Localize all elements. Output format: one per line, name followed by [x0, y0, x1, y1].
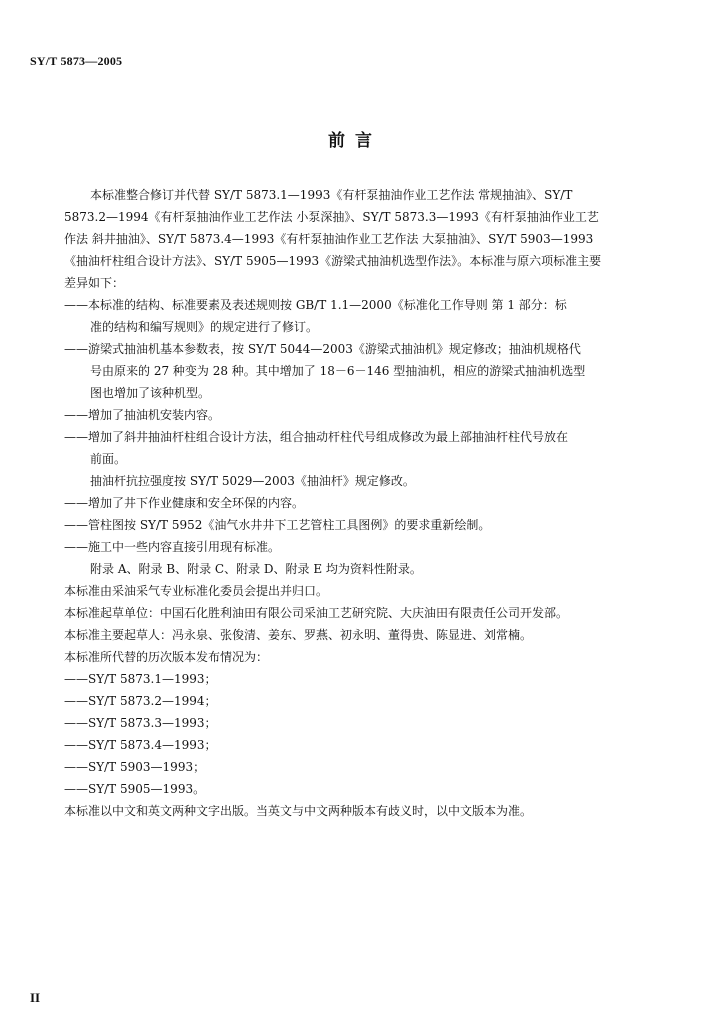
history-item: ——SY/T 5903—1993； — [64, 760, 206, 774]
intro-line: 5873.2—1994《有杆泵抽油作业工艺作法 小泵深抽》、SY/T 5873.3—1993《有杆泵抽油作业工艺 — [64, 210, 599, 224]
foreword-body — [64, 184, 664, 822]
change-item: ——增加了井下作业健康和安全环保的内容。 — [64, 496, 305, 510]
intro-paragraph — [64, 184, 664, 294]
history-item: ——SY/T 5873.3—1993； — [64, 716, 217, 730]
history-item: ——SY/T 5873.2—1994； — [64, 694, 217, 708]
change-item-cont: 前面。 — [90, 452, 127, 466]
change-item: ——增加了抽油机安装内容。 — [64, 408, 221, 422]
info-line: 本标准由采油采气专业标准化委员会提出并归口。 — [64, 584, 329, 598]
change-item: ——本标准的结构、标准要素及表述规则按 GB/T 1.1—2000《标准化工作导则 第 1 部分：标 — [64, 298, 567, 312]
change-item-cont: 号由原来的 27 种变为 28 种。其中增加了 18－6－146 型抽油机，相应的游梁式抽油机选型 — [90, 364, 586, 378]
page-number: II — [30, 990, 41, 1005]
intro-line: 差异如下： — [64, 276, 125, 290]
history-item: ——SY/T 5873.1—1993； — [64, 672, 217, 686]
page-title: 前 言 — [328, 131, 374, 151]
history-item: ——SY/T 5873.4—1993； — [64, 738, 217, 752]
info-line: 本标准所代替的历次版本发布情况为： — [64, 650, 269, 664]
intro-line: 《抽油杆柱组合设计方法》、SY/T 5905—1993《游梁式抽油机选型作法》。本标准与原六项标准主要 — [64, 254, 602, 268]
intro-line: 作法 斜井抽油》、SY/T 5873.4—1993《有杆泵抽油作业工艺作法 大泵抽油》、SY/T 5903—1993 — [64, 232, 594, 246]
info-line: 本标准主要起草人：冯永泉、张俊清、姜东、罗燕、初永明、董得贵、陈显进、刘常楠。 — [64, 628, 533, 642]
change-item-cont: 抽油杆抗拉强度按 SY/T 5029—2003《抽油杆》规定修改。 — [90, 474, 415, 488]
change-item: ——施工中一些内容直接引用现有标准。 — [64, 540, 281, 554]
info-paragraphs — [64, 580, 664, 668]
intro-line: 本标准整合修订并代替 SY/T 5873.1—1993《有杆泵抽油作业工艺作法 常规抽油》、SY/T — [90, 188, 573, 202]
change-item-cont: 附录 A、附录 B、附录 C、附录 D、附录 E 均为资料性附录。 — [90, 562, 422, 576]
closing-line: 本标准以中文和英文两种文字出版。当英文与中文两种版本有歧义时，以中文版本为准。 — [64, 804, 533, 818]
standard-code: SY/T 5873—2005 — [30, 54, 123, 68]
change-item: ——游梁式抽油机基本参数表，按 SY/T 5044—2003《游梁式抽油机》规定修改；抽油机规格代 — [64, 342, 581, 356]
changes-list — [64, 294, 664, 580]
change-item: ——管柱图按 SY/T 5952《油气水井井下工艺管柱工具图例》的要求重新绘制。 — [64, 518, 491, 532]
info-line: 本标准起草单位：中国石化胜利油田有限公司采油工艺研究院、大庆油田有限责任公司开发部。 — [64, 606, 569, 620]
change-item-cont: 准的结构和编写规则》的规定进行了修订。 — [90, 320, 319, 334]
history-list — [64, 668, 664, 800]
change-item: ——增加了斜井抽油杆柱组合设计方法，组合抽动杆柱代号组成修改为最上部抽油杆柱代号放在 — [64, 430, 569, 444]
change-item-cont: 图也增加了该种机型。 — [90, 386, 211, 400]
history-item: ——SY/T 5905—1993。 — [64, 782, 206, 796]
